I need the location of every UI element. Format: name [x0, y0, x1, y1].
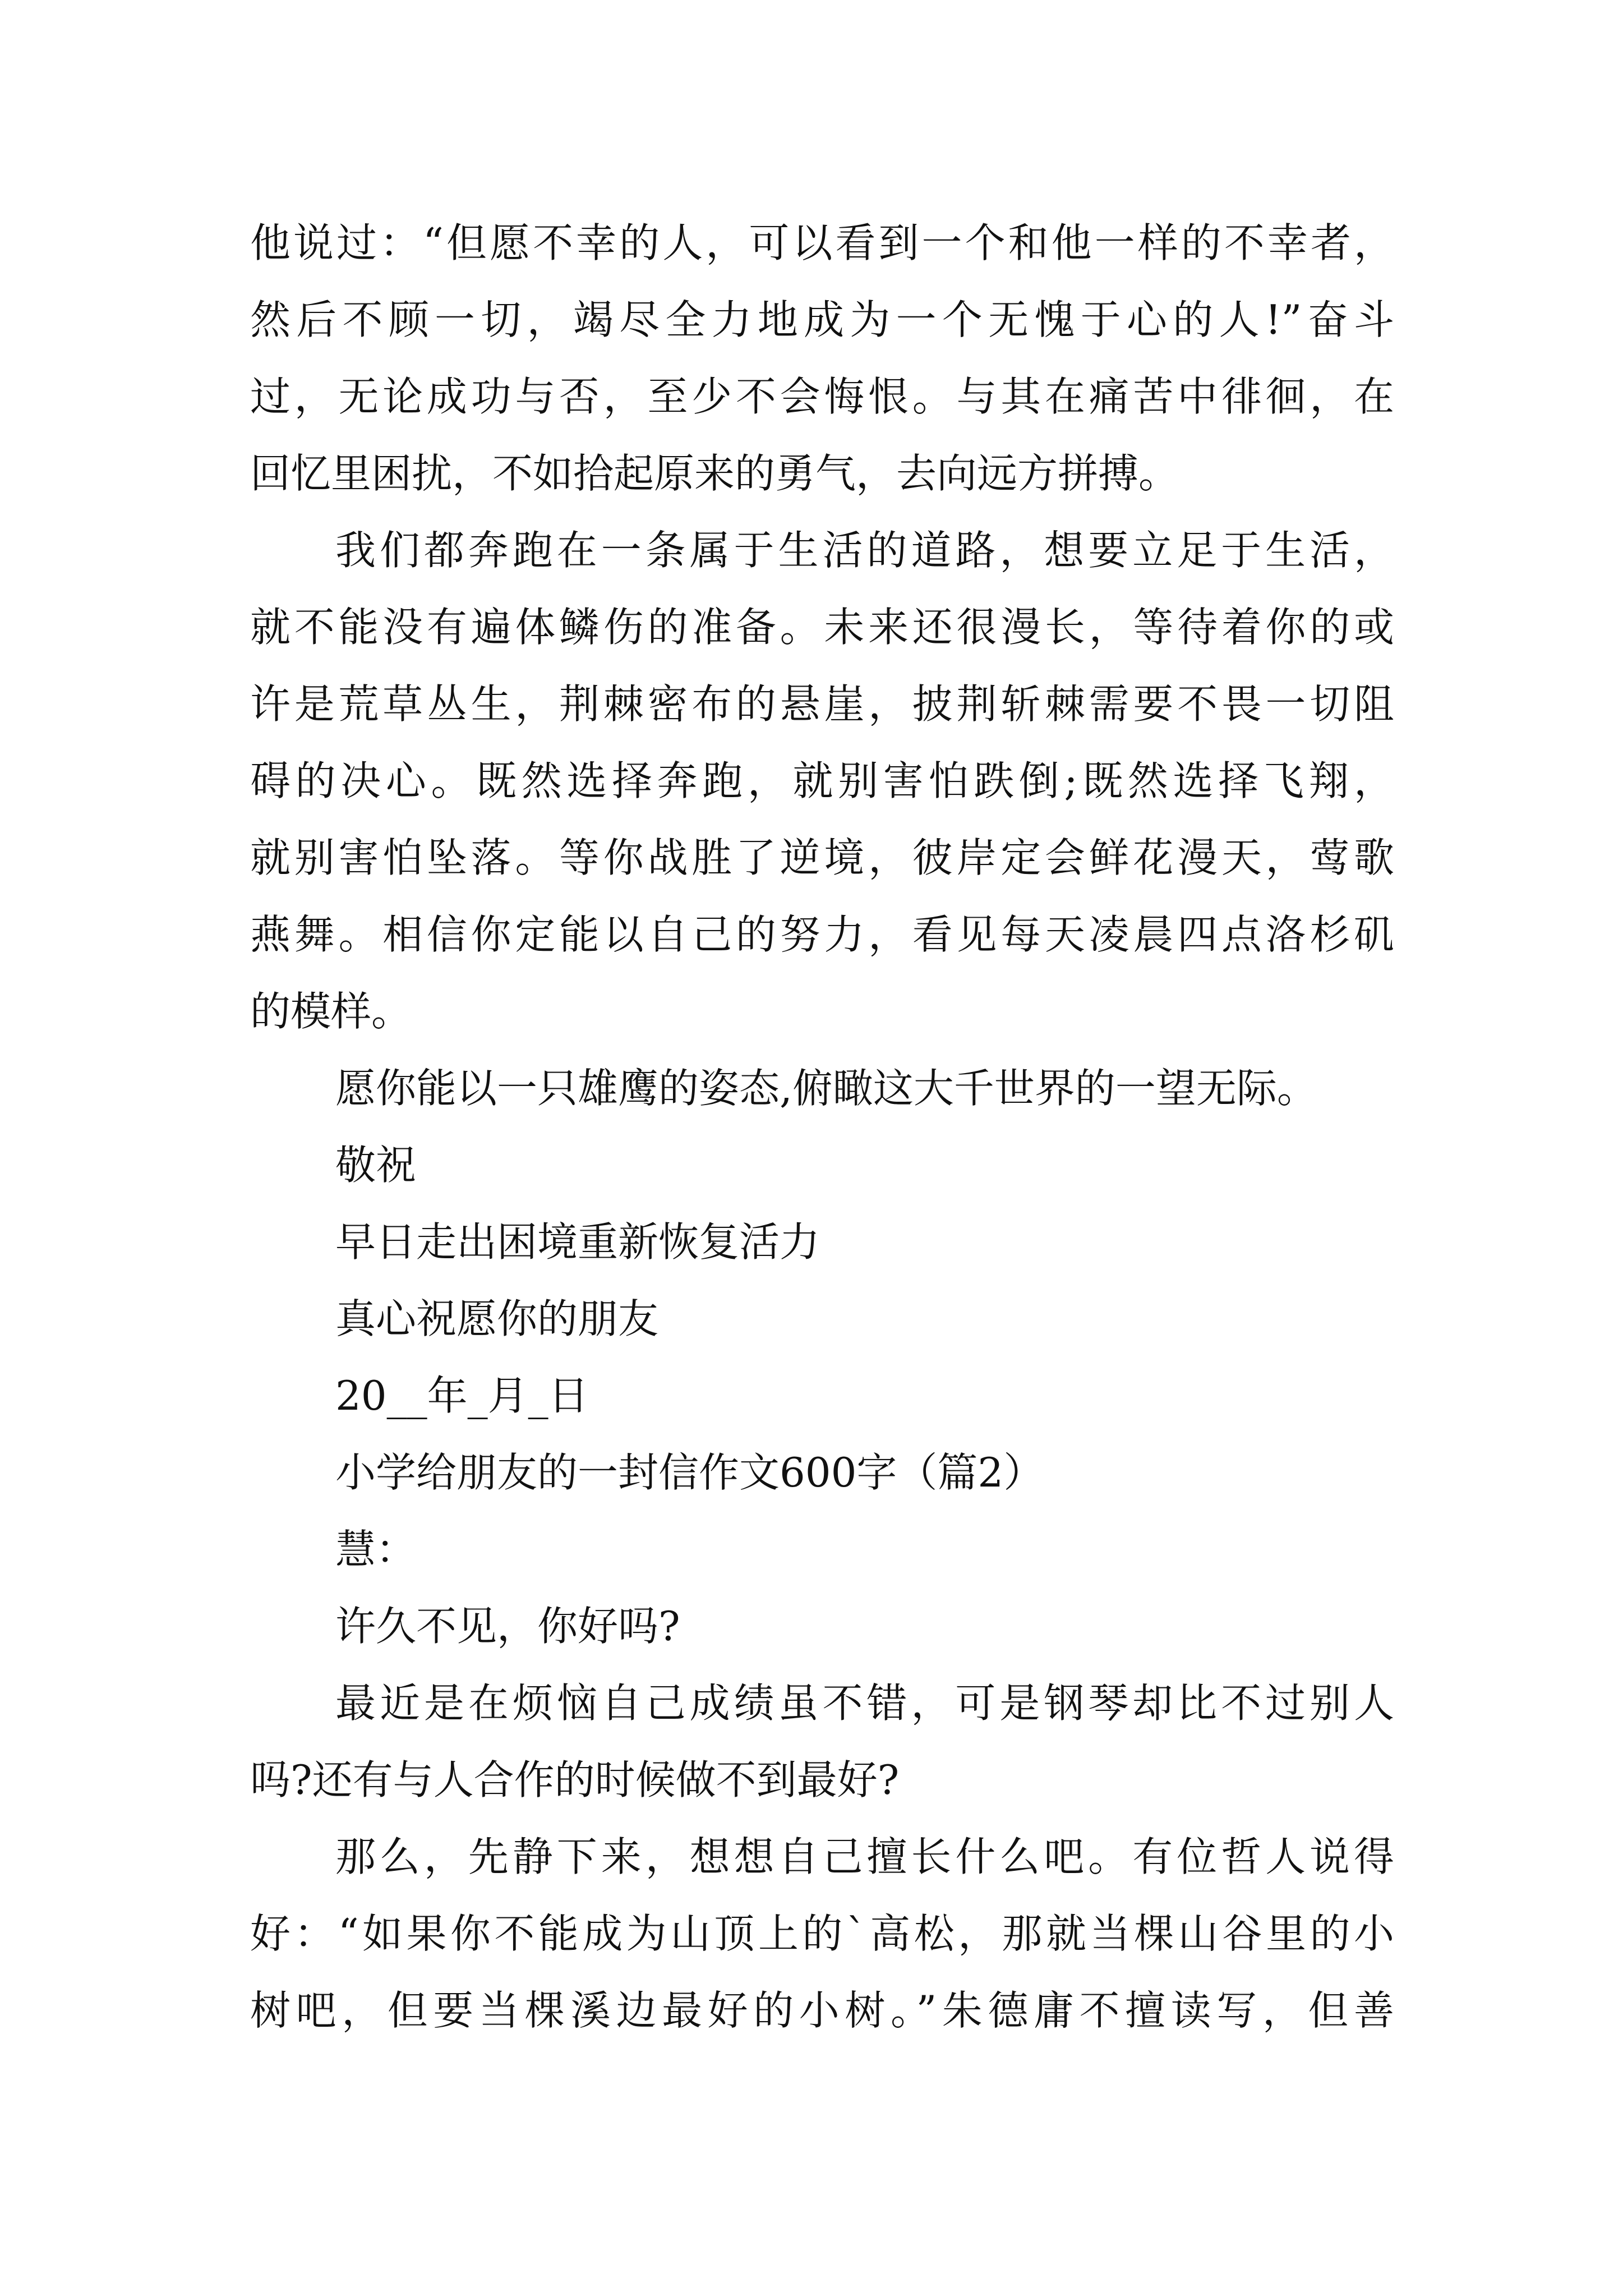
text-line: 燕舞。相信你定能以自己的努力，看见每天凌晨四点洛杉矶	[250, 911, 1394, 958]
paragraph-start-line: 那么，先静下来，想想自己擅长什么吧。有位哲人说得	[335, 1833, 1394, 1880]
text-line: 回忆里困扰，不如拾起原来的勇气，去向远方拼搏。	[250, 450, 1179, 497]
section-heading: 小学给朋友的一封信作文600字（篇2）	[335, 1449, 1044, 1496]
paragraph-start-line: 最近是在烦恼自己成绩虽不错，可是钢琴却比不过别人	[335, 1680, 1394, 1727]
signature-line: 真心祝愿你的朋友	[335, 1295, 659, 1342]
recipient-line: 慧：	[335, 1526, 417, 1573]
opening-line: 许久不见，你好吗?	[335, 1603, 680, 1650]
text-line: 他说过：“但愿不幸的人，可以看到一个和他一样的不幸者，	[250, 219, 1394, 266]
date-line: 20__年_月_日	[335, 1372, 589, 1419]
text-line: 的模样。	[250, 988, 412, 1035]
salutation-line: 敬祝	[335, 1142, 417, 1189]
text-line: 就别害怕坠落。等你战胜了逆境，彼岸定会鲜花漫天，莺歌	[250, 834, 1394, 881]
text-line: 树吧，但要当棵溪边最好的小树。”朱德庸不擅读写，但善	[250, 1987, 1394, 2034]
text-line: 碍的决心。既然选择奔跑，就别害怕跌倒;既然选择飞翔，	[250, 757, 1394, 804]
text-line: 过，无论成功与否，至少不会悔恨。与其在痛苦中徘徊，在	[250, 373, 1394, 420]
body-text	[250, 205, 1394, 2049]
text-line: 就不能没有遍体鳞伤的准备。未来还很漫长，等待着你的或	[250, 604, 1394, 651]
text-line: 好：“如果你不能成为山顶上的`高松，那就当棵山谷里的小	[250, 1910, 1394, 1957]
text-line: 然后不顾一切，竭尽全力地成为一个无愧于心的人!”奋斗	[250, 296, 1394, 343]
closing-wish-line: 愿你能以一只雄鹰的姿态,俯瞰这大千世界的一望无际。	[335, 1065, 1317, 1112]
greeting-line: 早日走出困境重新恢复活力	[335, 1218, 820, 1266]
text-line: 许是荒草丛生，荆棘密布的悬崖，披荆斩棘需要不畏一切阻	[250, 680, 1394, 728]
text-line: 吗?还有与人合作的时候做不到最好?	[250, 1756, 900, 1803]
paragraph-start-line: 我们都奔跑在一条属于生活的道路，想要立足于生活，	[335, 527, 1394, 574]
